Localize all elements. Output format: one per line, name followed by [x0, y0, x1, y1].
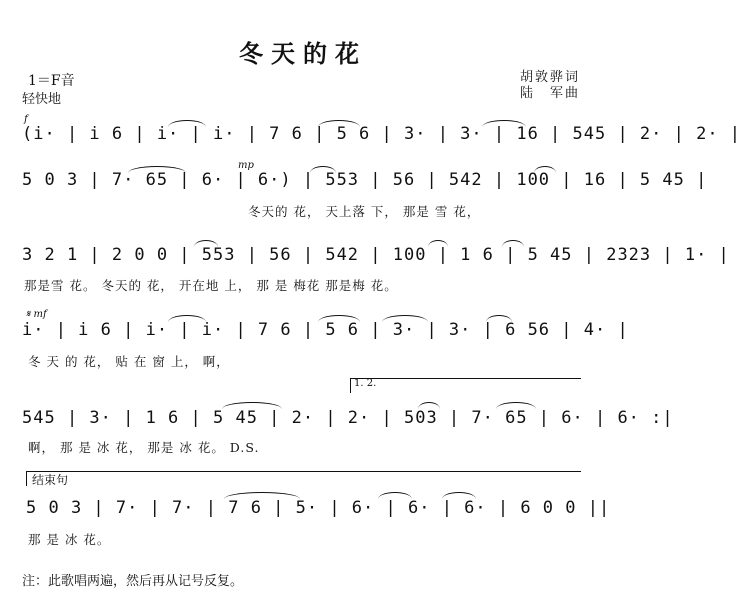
score-row-5-lyrics: 啊， 那 是 冰 花， 那是 冰 花。 D.S. — [28, 440, 260, 455]
tempo-marking: 轻快地 — [22, 92, 62, 107]
ending-label: 结束句 — [32, 473, 69, 487]
lyricist-credit: 胡敦骅词 — [519, 70, 580, 85]
score-row-1-notes: (i· | i 6 | i· | i· | 7 6 | 5 6 | 3· | 3· | 16 | 545 | 2· | 2· | — [22, 124, 741, 144]
score-row-3-notes: 3 2 1 | 2 0 0 | 553 | 56 | 542 | 100 | 1 6 | 5 45 | 2323 | 1· | — [22, 245, 730, 265]
song-title: 冬天的花 — [239, 39, 367, 68]
score-row-3-lyrics: 那是雪 花。 冬天的 花， 开在地 上， 那 是 梅花 那是梅 花。 — [24, 278, 398, 293]
footnote: 注：此歌唱两遍，然后再从记号反复。 — [22, 574, 244, 589]
score-row-2-lyrics: 冬天的 花， 天上落 下， 那是 雪 花， — [248, 204, 481, 219]
key-signature: 1＝F音 — [28, 73, 75, 89]
score-row-2-notes: 5 0 3 | 7· 65 | 6· | 6·) | 553 | 56 | 542 | 100 | 16 | 5 45 | — [22, 170, 708, 190]
mezzo-piano-mark: mp — [238, 160, 254, 171]
segno-mf-mark: 𝄋 mf — [26, 309, 47, 320]
volta-bracket-label: 1. 2. — [354, 378, 377, 389]
score-row-4-notes: i· | i 6 | i· | i· | 7 6 | 5 6 | 3· | 3· | 6 56 | 4· | — [22, 320, 629, 340]
score-row-4-lyrics: 冬 天 的 花， 贴 在 窗 上， 啊， — [28, 354, 230, 369]
score-row-6-notes: 5 0 3 | 7· | 7· | 7 6 | 5· | 6· | 6· | 6· | 6 0 0 || — [26, 498, 611, 518]
score-row-6-lyrics: 那 是 冰 花。 — [28, 532, 111, 547]
forte-mark: f — [24, 114, 28, 125]
composer-credit: 陆 军曲 — [519, 86, 580, 101]
score-row-5-notes: 545 | 3· | 1 6 | 5 45 | 2· | 2· | 503 | 7· 65 | 6· | 6· :| — [22, 408, 674, 428]
